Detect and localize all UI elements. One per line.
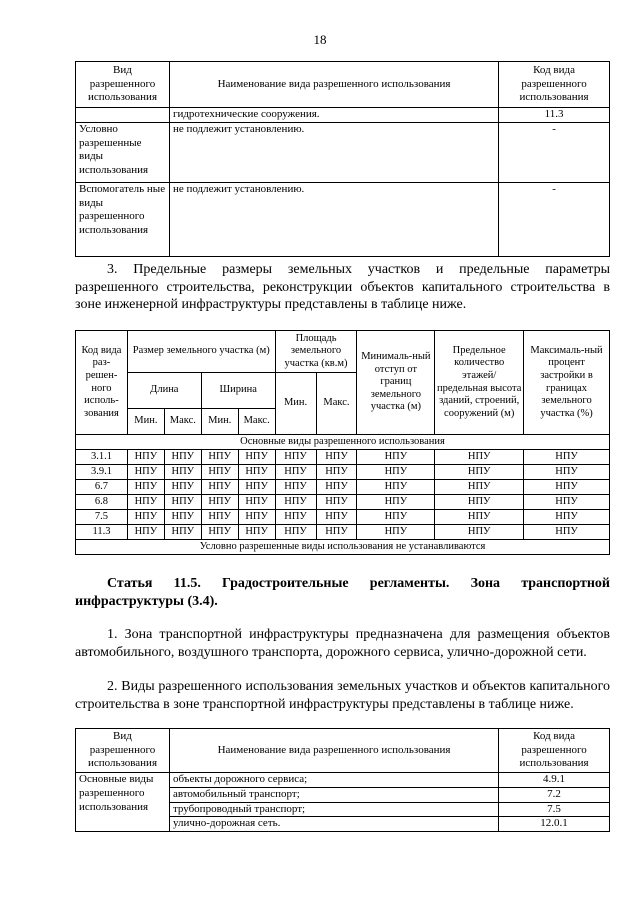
table-cell: НПУ: [238, 450, 275, 465]
header-width-max: Макс.: [238, 409, 275, 435]
header-area: Площадь земельного участка (кв.м): [275, 331, 357, 373]
table-cell: НПУ: [524, 525, 610, 540]
table-cell: НПУ: [275, 510, 316, 525]
table-cell: НПУ: [201, 450, 238, 465]
header-code: Код вида раз-решен-ного исполь-зования: [76, 331, 128, 435]
table-cell: НПУ: [357, 510, 435, 525]
table-cell: -: [499, 182, 610, 256]
table-cell: трубопроводный транспорт;: [169, 802, 498, 817]
table-cell: [76, 108, 170, 123]
header-kind: Вид разрешенного использования: [76, 62, 170, 108]
table-row: [76, 525, 610, 540]
table-cell: 11.3: [499, 108, 610, 123]
section-conditional-uses: Условно разрешенные виды использования не устанавливаются: [76, 540, 610, 555]
table-row: [76, 465, 610, 480]
table-cell: НПУ: [316, 510, 357, 525]
table-cell: объекты дорожного сервиса;: [169, 773, 498, 788]
table-cell: 7.5: [499, 802, 610, 817]
table-cell: автомобильный транспорт;: [169, 787, 498, 802]
section-main-uses: Основные виды разрешенного использования: [76, 435, 610, 450]
table-cell: НПУ: [275, 465, 316, 480]
table-cell: НПУ: [435, 480, 524, 495]
table-cell: НПУ: [127, 480, 164, 495]
table-cell: НПУ: [316, 525, 357, 540]
table-cell: НПУ: [524, 495, 610, 510]
table-cell: НПУ: [435, 450, 524, 465]
table-cell: НПУ: [435, 510, 524, 525]
header-width: Ширина: [201, 373, 275, 409]
table-cell: НПУ: [164, 525, 201, 540]
article-heading: Статья 11.5. Градостроительные регламенты. Зона транспортной инфраструктуры (3.4).: [75, 576, 610, 609]
row-code: 3.9.1: [76, 465, 128, 480]
table-cell: НПУ: [238, 480, 275, 495]
table-cell: улично-дорожная сеть.: [169, 817, 498, 832]
table-row: [76, 480, 610, 495]
table-row: [76, 510, 610, 525]
table-cell: НПУ: [201, 525, 238, 540]
table-cell: НПУ: [524, 465, 610, 480]
table-cell: -: [499, 122, 610, 182]
table-row: [76, 495, 610, 510]
row-code: 6.7: [76, 480, 128, 495]
table-cell: НПУ: [164, 450, 201, 465]
header-size: Размер земельного участка (м): [127, 331, 275, 373]
header-length: Длина: [127, 373, 201, 409]
table-cell: НПУ: [201, 465, 238, 480]
header-code: Код вида разрешенного использования: [499, 62, 610, 108]
header-coverage: Максималь-ный процент застройки в границах земельного участка (%): [524, 331, 610, 435]
header-floors: Предельное количество этажей/ предельная высота зданий, строений, сооружений (м): [435, 331, 524, 435]
header-length-max: Макс.: [164, 409, 201, 435]
header-width-min: Мин.: [201, 409, 238, 435]
table-cell: НПУ: [238, 465, 275, 480]
table-cell: НПУ: [316, 450, 357, 465]
table-cell: НПУ: [435, 465, 524, 480]
table-cell: НПУ: [275, 450, 316, 465]
header-area-max: Макс.: [316, 373, 357, 435]
table-cell: не подлежит установлению.: [169, 122, 498, 182]
row-code: 3.1.1: [76, 450, 128, 465]
table-cell: НПУ: [316, 465, 357, 480]
main-uses-label: Основные виды разрешенного использования: [76, 773, 170, 832]
header-setback: Минималь-ный отступ от границ земельного участка (м): [357, 331, 435, 435]
table-cell: НПУ: [164, 495, 201, 510]
table-cell: не подлежит установлению.: [169, 182, 498, 256]
table-cell: НПУ: [316, 480, 357, 495]
table-cell: НПУ: [238, 495, 275, 510]
table-cell: НПУ: [127, 510, 164, 525]
table-cell: НПУ: [435, 525, 524, 540]
parameters-rows: [76, 450, 610, 540]
page-number: 18: [313, 32, 327, 47]
table-cell: НПУ: [524, 480, 610, 495]
header-area-min: Мин.: [275, 373, 316, 435]
table-cell: НПУ: [201, 495, 238, 510]
table-cell: НПУ: [275, 525, 316, 540]
header-name: Наименование вида разрешенного использования: [169, 729, 498, 773]
paragraph-zone-uses: 2. Виды разрешенного использования земельных участков и объектов капитального строительства в зоне транспортной инфраструктуры представлены в таблице ниже.: [75, 679, 610, 712]
table-cell: НПУ: [524, 510, 610, 525]
table-cell: НПУ: [316, 495, 357, 510]
table-cell: 4.9.1: [499, 773, 610, 788]
table-cell: НПУ: [524, 450, 610, 465]
header-code: Код вида разрешенного использования: [499, 729, 610, 773]
table-cell: НПУ: [201, 510, 238, 525]
header-length-min: Мин.: [127, 409, 164, 435]
table-cell: НПУ: [127, 465, 164, 480]
table-cell: НПУ: [435, 495, 524, 510]
table-cell: НПУ: [357, 495, 435, 510]
paragraph-3: 3. Предельные размеры земельных участков и предельные параметры разрешенного строительства, реконструкции объектов капитального строительства в зоне инженерной инфраструктуры представлены в таблице ниже.: [75, 262, 610, 312]
table-cell: гидротехнические сооружения.: [169, 108, 498, 123]
row-code: 7.5: [76, 510, 128, 525]
table-cell: НПУ: [275, 495, 316, 510]
paragraph-zone-purpose: 1. Зона транспортной инфраструктуры предназначена для размещения объектов автомобильного, воздушного транспорта, дорожного сервиса, улично-дорожной сети.: [75, 627, 610, 660]
transport-permitted-use-table: [75, 728, 610, 832]
table-cell: НПУ: [357, 480, 435, 495]
table-cell: НПУ: [164, 510, 201, 525]
row-code: 6.8: [76, 495, 128, 510]
table-cell: НПУ: [201, 480, 238, 495]
header-kind: Вид разрешенного использования: [76, 729, 170, 773]
table-cell: НПУ: [357, 450, 435, 465]
table-cell: 12.0.1: [499, 817, 610, 832]
table-cell: НПУ: [357, 465, 435, 480]
table-row: [76, 450, 610, 465]
table-cell: Условно разрешенные виды использования: [76, 122, 170, 182]
table-cell: 7.2: [499, 787, 610, 802]
table-cell: НПУ: [238, 510, 275, 525]
table-cell: НПУ: [357, 525, 435, 540]
table-cell: Вспомогатель ные виды разрешенного использования: [76, 182, 170, 256]
permitted-use-table-continued: [75, 61, 610, 257]
table-cell: НПУ: [127, 525, 164, 540]
table-cell: НПУ: [164, 465, 201, 480]
table-cell: НПУ: [275, 480, 316, 495]
row-code: 11.3: [76, 525, 128, 540]
parameters-table: [75, 330, 610, 555]
table-cell: НПУ: [164, 480, 201, 495]
table-cell: НПУ: [238, 525, 275, 540]
header-name: Наименование вида разрешенного использования: [169, 62, 498, 108]
table-cell: НПУ: [127, 495, 164, 510]
table-cell: НПУ: [127, 450, 164, 465]
